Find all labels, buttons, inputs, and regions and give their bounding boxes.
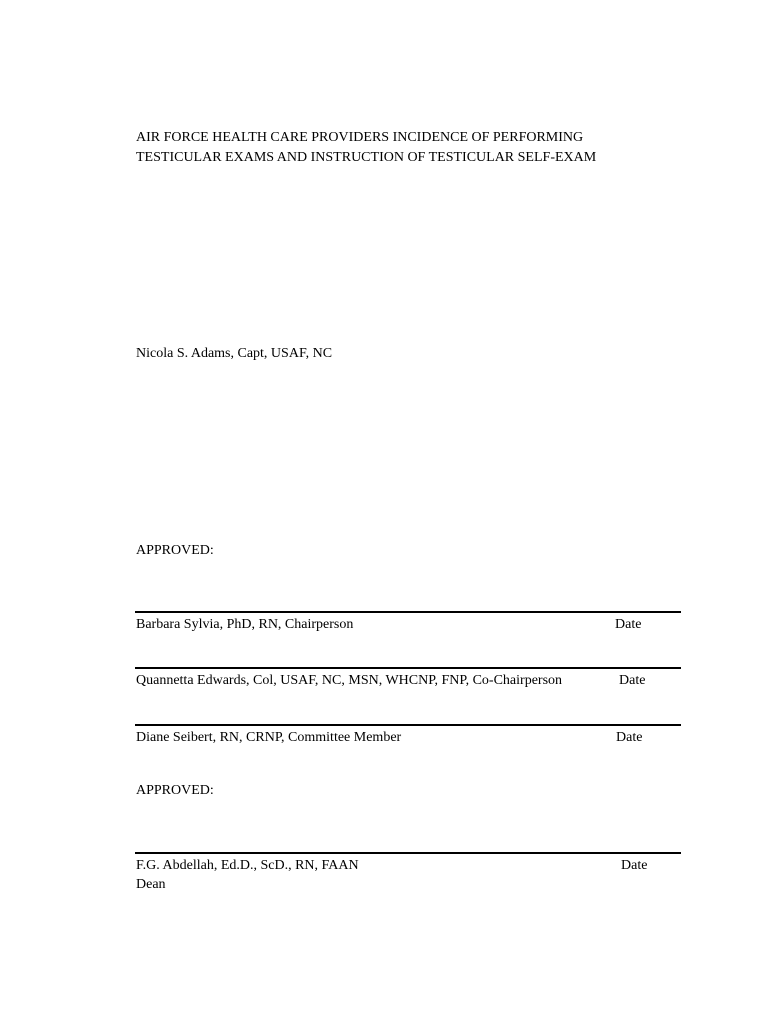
- signature-line-co-chairperson: [135, 667, 681, 669]
- title-line-1: AIR FORCE HEALTH CARE PROVIDERS INCIDENCE OF PERFORMING: [136, 130, 584, 145]
- signature-line-committee-member: [135, 724, 681, 726]
- signatory-name-chairperson: Barbara Sylvia, PhD, RN, Chairperson: [136, 617, 354, 632]
- date-label-dean: Date: [621, 858, 648, 873]
- signatory-name-co-chairperson: Quannetta Edwards, Col, USAF, NC, MSN, WHCNP, FNP, Co-Chairperson: [136, 673, 563, 688]
- title-line-2: TESTICULAR EXAMS AND INSTRUCTION OF TESTICULAR SELF-EXAM: [136, 150, 597, 165]
- date-label-co-chairperson: Date: [619, 673, 646, 688]
- date-label-committee-member: Date: [616, 730, 643, 745]
- date-label-chairperson: Date: [615, 617, 642, 632]
- author-name: Nicola S. Adams, Capt, USAF, NC: [136, 346, 333, 361]
- signature-line-dean: [135, 852, 681, 854]
- dean-name: F.G. Abdellah, Ed.D., ScD., RN, FAAN: [136, 858, 359, 873]
- signature-line-chairperson: [135, 611, 681, 613]
- dean-title: Dean: [136, 877, 166, 892]
- signatory-name-committee-member: Diane Seibert, RN, CRNP, Committee Member: [136, 730, 402, 745]
- approved-label-committee: APPROVED:: [136, 543, 214, 558]
- approved-label-dean: APPROVED:: [136, 783, 214, 798]
